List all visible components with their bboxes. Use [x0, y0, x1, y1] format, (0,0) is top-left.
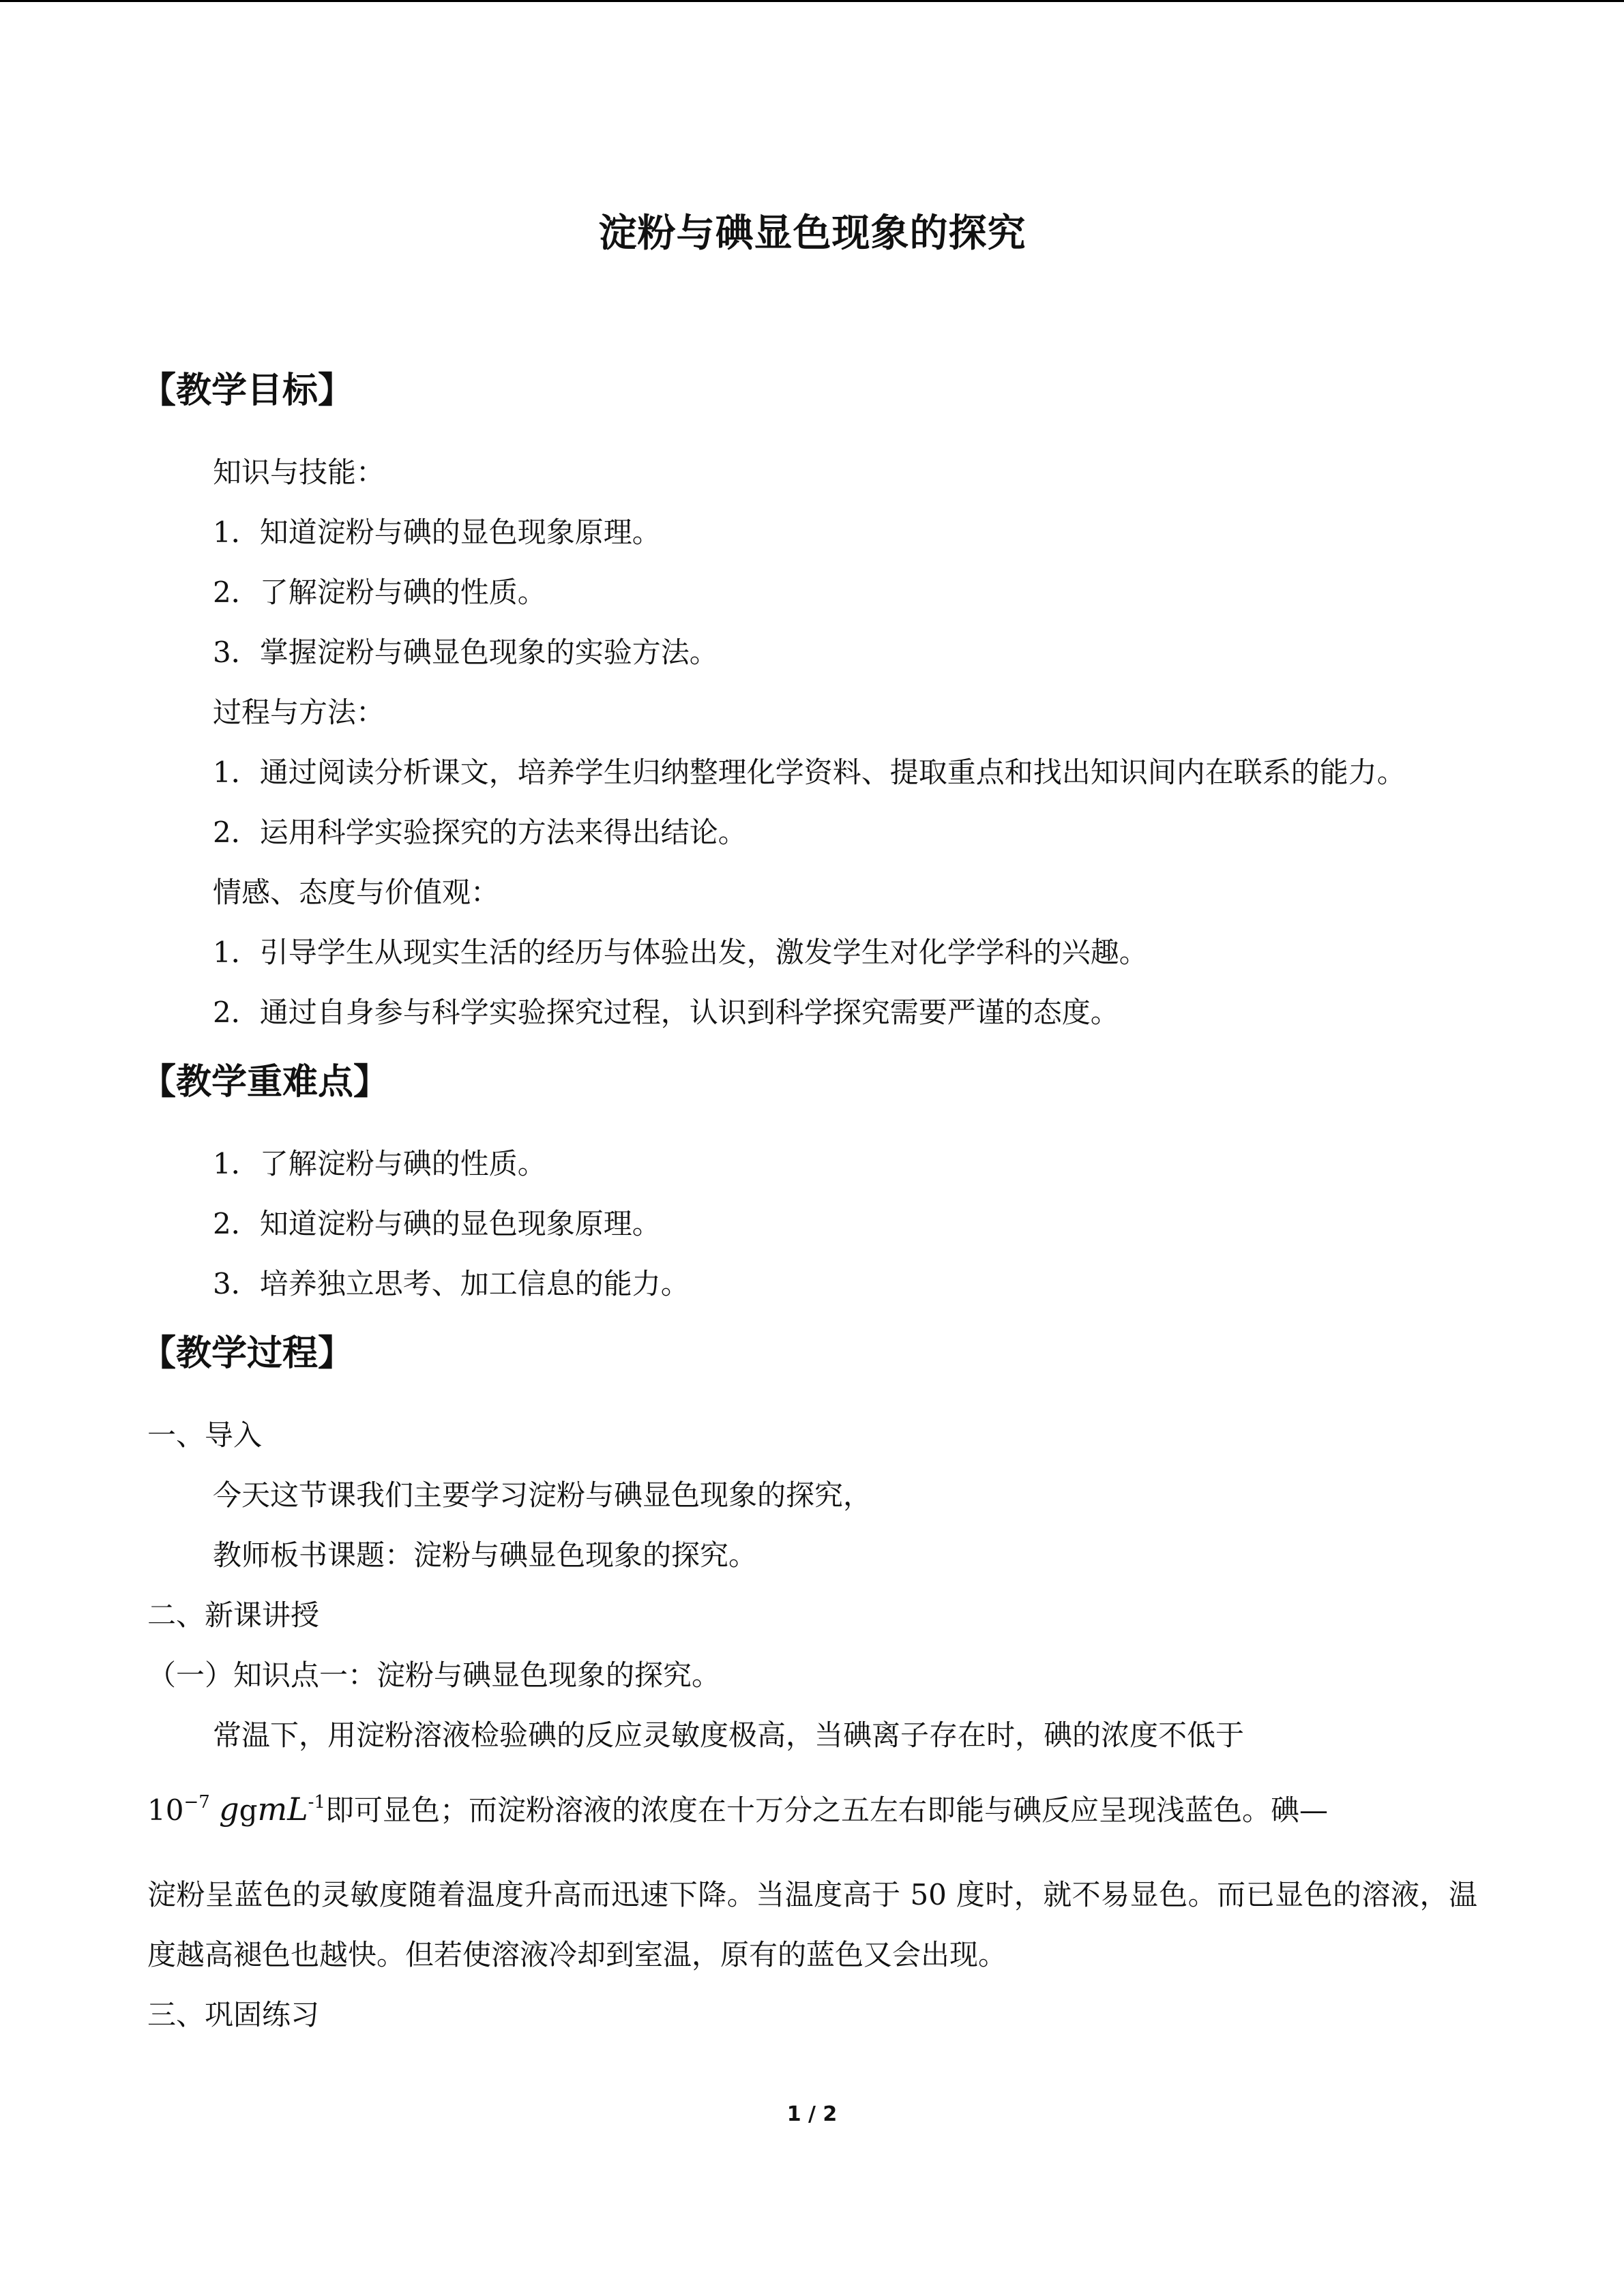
body-line-2-rest: 即可显色；而淀粉溶液的浓度在十万分之五左右即能与碘反应呈现浅蓝色。碘—	[325, 1793, 1328, 1827]
key-point-item-3: 3．培养独立思考、加工信息的能力。	[213, 1267, 690, 1300]
objectives-heading: 【教学目标】	[141, 370, 354, 411]
emotion-label: 情感、态度与价值观：	[213, 876, 500, 909]
knowledge-item-1: 1．知道淀粉与碘的显色现象原理。	[213, 516, 661, 549]
key-points-heading: 【教学重难点】	[141, 1062, 389, 1103]
document-title: 淀粉与碘显色现象的探究	[598, 211, 1027, 256]
teaching-process-section	[141, 1326, 1477, 2045]
formula-unit-L: L	[287, 1791, 308, 1828]
formula-exponent-2: -1	[308, 1792, 325, 1813]
body-line-1: 常温下，用淀粉溶液检验碘的反应灵敏度极高，当碘离子存在时，碘的浓度不低于	[213, 1718, 1245, 1752]
part1-line-1: 今天这节课我们主要学习淀粉与碘显色现象的探究，	[213, 1478, 872, 1512]
part1-title: 一、导入	[147, 1418, 263, 1452]
emotion-item-1: 1．引导学生从现实生活的经历与体验出发，激发学生对化学学科的兴趣。	[213, 936, 1148, 969]
part2-title: 二、新课讲授	[147, 1598, 320, 1632]
page-number: 1 / 2	[786, 2102, 838, 2126]
document-content	[141, 207, 1477, 2045]
process-item-1: 1．通过阅读分析课文，培养学生归纳整理化学资料、提取重点和找出知识间内在联系的能力。	[213, 756, 1406, 789]
formula-exponent-1: −7	[183, 1792, 210, 1813]
key-point-item-1: 1．了解淀粉与碘的性质。	[213, 1147, 546, 1180]
point1-title: （一）知识点一：淀粉与碘显色现象的探究。	[147, 1658, 721, 1692]
part1-line-2: 教师板书课题：淀粉与碘显色现象的探究。	[213, 1538, 758, 1572]
knowledge-item-2: 2．了解淀粉与碘的性质。	[213, 576, 546, 609]
body-line-2	[147, 1772, 1477, 1840]
process-item-2: 2．运用科学实验探究的方法来得出结论。	[213, 816, 747, 849]
formula-unit-m: m	[257, 1791, 288, 1828]
concentration-formula	[147, 1793, 325, 1827]
key-points-section	[141, 1055, 1477, 1314]
formula-unit-separator: g	[239, 1793, 258, 1827]
formula-base: 10	[147, 1793, 184, 1827]
knowledge-item-3: 3．掌握淀粉与碘显色现象的实验方法。	[213, 636, 718, 669]
knowledge-label: 知识与技能：	[213, 456, 385, 489]
objectives-section	[141, 363, 1477, 1043]
teaching-process-heading: 【教学过程】	[141, 1333, 354, 1374]
formula-unit-g: g	[219, 1791, 239, 1828]
process-label: 过程与方法：	[213, 696, 385, 729]
part3-title: 三、巩固练习	[147, 1998, 320, 2031]
body-paragraph-2: 淀粉呈蓝色的灵敏度随着温度升高而迅速下降。当温度高于 50 度时，就不易显色。而已显色的溶液，温度越高褪色也越快。但若使溶液冷却到室温，原有的蓝色又会出现。	[147, 1878, 1477, 1971]
emotion-item-2: 2．通过自身参与科学实验探究过程，认识到科学探究需要严谨的态度。	[213, 996, 1119, 1029]
key-point-item-2: 2．知道淀粉与碘的显色现象原理。	[213, 1207, 661, 1240]
